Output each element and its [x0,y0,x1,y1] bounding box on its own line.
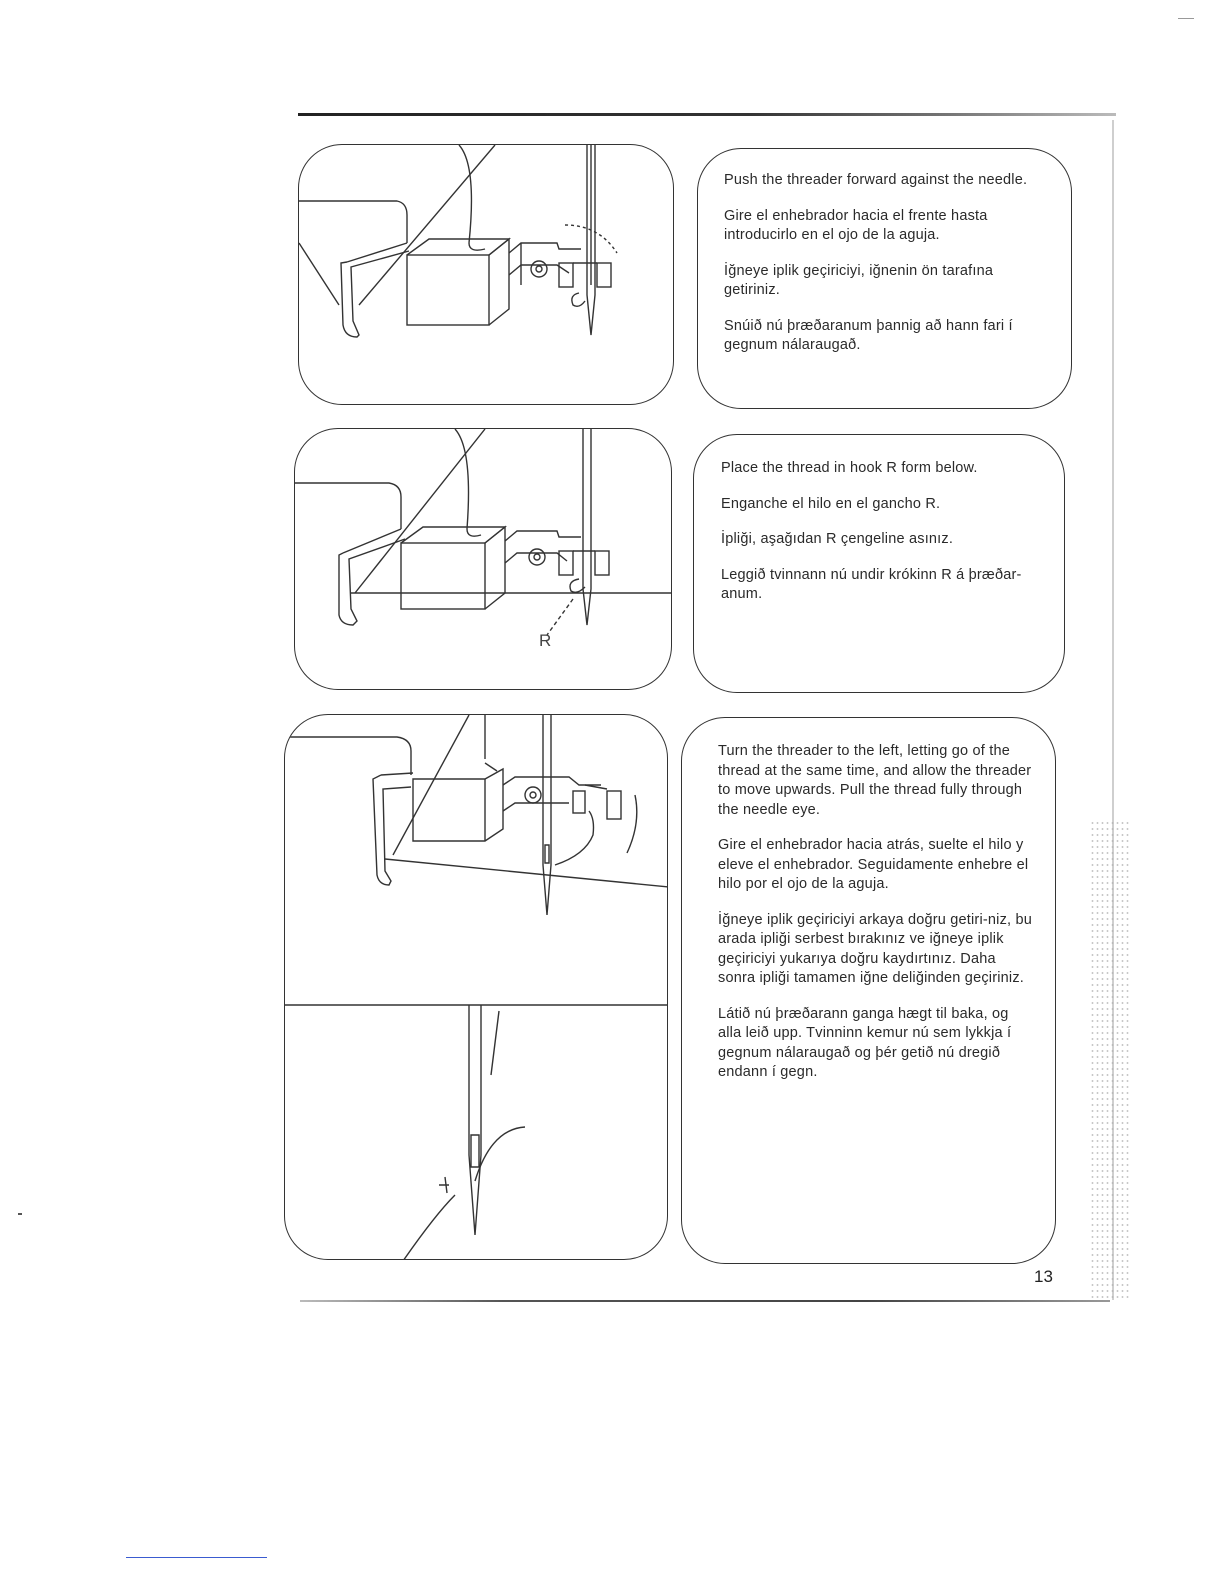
step1-illustration-panel [298,144,674,405]
step2-text-tr: İpliği, aşağıdan R çengeline asınız. [721,531,954,547]
scan-mark [18,1213,22,1215]
step1-text-tr: İğneye iplik geçiriciyi, iğnenin ön tarafına getiriniz. [724,262,994,298]
step3-text-en: Turn the threader to the left, letting go of the thread at the same time, and allow the threader to move upwards. Pull the thread fully through the needle eye. [718,743,1032,818]
step2-text-is: Leggið tvinnann nú undir krókinn R á þræðar-anum. [721,566,1022,602]
step1-text-en: Push the threader forward against the needle. [724,172,1028,188]
scan-corner-mark [1178,18,1194,19]
step2-text-es: Enganche el hilo en el gancho R. [721,495,941,512]
step1-text-es: Gire el enhebrador hacia el frente hasta introducirlo en el ojo de la aguja. [724,207,988,243]
step3-illustration-panel [284,714,668,1260]
step2-illustration-panel [294,428,672,690]
top-rule [298,113,1116,116]
step1-text-panel [697,148,1072,409]
thread-hook-r-illustration [295,429,672,690]
step3-text-es: Gire el enhebrador hacia atrás, suelte el hilo y eleve el enhebrador. Seguidamente enhebre el hilo por el ojo de la aguja. [718,837,1029,892]
scan-speckle [1090,820,1130,1300]
page-number: 13 [1034,1267,1053,1286]
scan-blue-line [126,1557,267,1558]
step1-text-is: Snúið nú þræðaranum þannig að hann fari í gegnum nálaraugað. [724,317,1013,353]
step3-text-is: Látið nú þræðarann ganga hægt til baka, og alla leið upp. Tvinninn kemur nú sem lykkja í gegnum nálaraugað og þér getið nú dregið endann í gegn. [718,1005,1012,1080]
hook-r-label: R [539,631,552,650]
step2-text-en: Place the thread in hook R form below. [721,460,978,476]
step2-text-panel [693,434,1065,693]
step3-text-tr: İğneye iplik geçiriciyi arkaya doğru getiri-niz, bu arada ipliği serbest bırakınız ve iğneye iplik geçiriciyi yukarıya doğru kaydırtınız. Daha sonra ipliği tamamen iğne deliğinden geçiriniz. [718,911,1033,986]
bottom-rule [300,1300,1110,1302]
threader-turn-left-and-pull-thread-illustration [285,715,668,1260]
threader-push-forward-illustration [299,145,674,405]
step3-text-panel [681,717,1056,1264]
